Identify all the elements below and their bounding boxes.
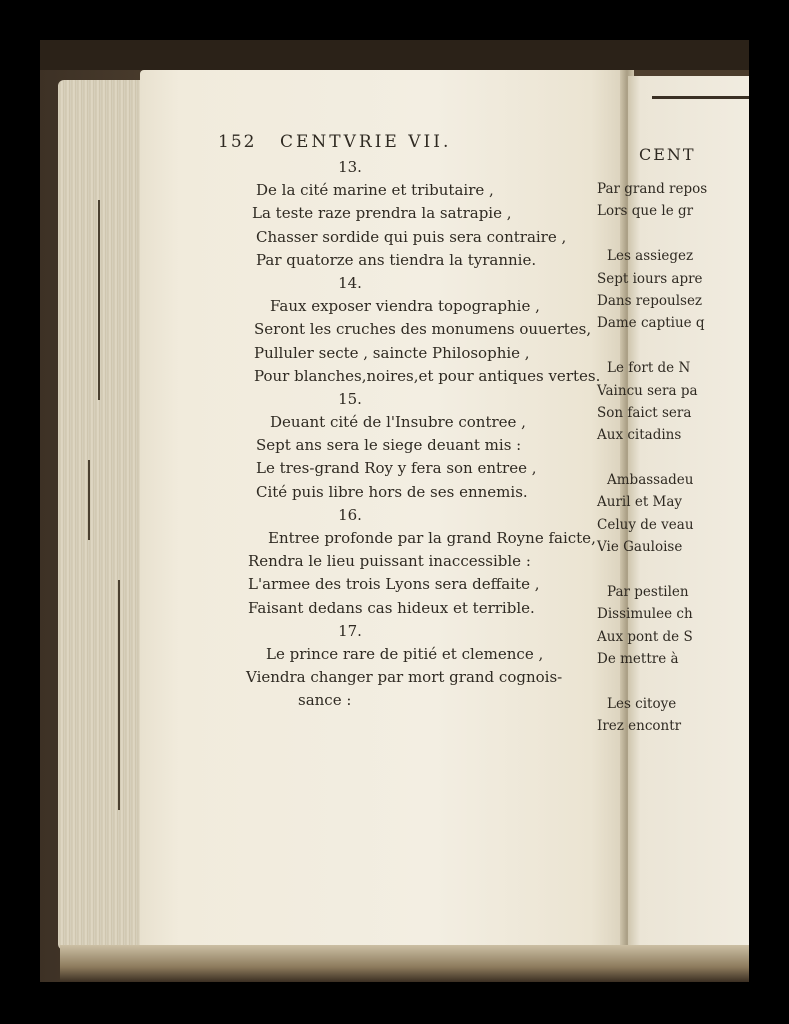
right-verse-line: Par grand repos: [597, 181, 708, 197]
verse-line: Le prince rare de pitié et clemence ,: [266, 644, 544, 663]
verse-line: Le tres-grand Roy y fera son entree ,: [256, 459, 537, 478]
page-number: 152: [218, 132, 257, 152]
quatrain-number: 15.: [338, 389, 362, 408]
verse-line: Sept ans sera le siege deuant mis :: [256, 436, 522, 455]
right-verse-line: Sept iours apre: [597, 270, 703, 287]
quatrain-number: 13.: [338, 158, 362, 176]
verse-line: sance :: [298, 691, 352, 710]
verse-line: Faux exposer viendra topographie ,: [270, 297, 540, 316]
right-page-header-rule: [652, 96, 749, 99]
right-verse-line: Auril et May: [597, 494, 683, 511]
verse-line: Cité puis libre hors de ses ennemis.: [256, 482, 528, 501]
right-page-text: [593, 140, 709, 738]
quatrain-number: 17.: [338, 621, 362, 640]
right-verse-line: [593, 447, 709, 469]
verse-line: Chasser sordide qui puis sera contraire ,: [256, 227, 567, 246]
running-header: [218, 132, 528, 156]
verse-line: Pulluler secte , saincte Philosophie ,: [254, 343, 530, 362]
right-verse-line: Dans repoulsez: [597, 292, 703, 309]
verse-line: Deuant cité de l'Insubre contree ,: [270, 413, 526, 432]
running-title: CENTVRIE VII.: [280, 132, 452, 152]
left-page-text: [200, 156, 601, 713]
book-bottom-edge: [60, 945, 749, 982]
right-verse-line: [593, 335, 709, 357]
quatrain-number: 14.: [338, 273, 362, 292]
right-verse-line: Vaincu sera pa: [597, 382, 698, 399]
verse-line: De la cité marine et tributaire ,: [256, 181, 494, 200]
right-verse-line: Le fort de N: [607, 360, 691, 377]
right-verse-line: Dame captiue q: [597, 315, 705, 332]
right-verse-line: Celuy de veau: [597, 516, 694, 533]
right-verse-line: Son faict sera: [597, 404, 692, 421]
right-verse-line: Aux pont de S: [597, 628, 693, 645]
right-verse-line: [593, 559, 709, 581]
right-verse-line: Aux citadins: [597, 427, 682, 444]
right-verse-line: Vie Gauloise: [597, 539, 683, 556]
verse-line: Par quatorze ans tiendra la tyrannie.: [256, 250, 537, 269]
quatrain-number: 16.: [338, 505, 362, 524]
verse-line: Faisant dedans cas hideux et terrible.: [248, 598, 535, 617]
right-verse-line: [593, 223, 709, 245]
verse-line: Rendra le lieu puissant inaccessible :: [248, 552, 531, 571]
verse-line: Viendra changer par mort grand cognois-: [246, 668, 563, 687]
right-verse-line: Ambassadeu: [607, 472, 694, 489]
right-verse-line: Par pestilen: [607, 584, 689, 601]
verse-line: La teste raze prendra la satrapie ,: [252, 204, 512, 223]
verse-line: Pour blanches,noires,et pour antiques vertes.: [254, 366, 601, 385]
right-verse-line: Irez encontr: [597, 718, 682, 735]
right-verse-line: Les assiegez: [607, 248, 694, 265]
verse-line: Entree profonde par la grand Royne faicte,: [268, 529, 596, 547]
right-verse-line: Les citoye: [607, 695, 677, 712]
verse-line: L'armee des trois Lyons sera deffaite ,: [248, 575, 540, 594]
verse-line: Seront les cruches des monumens ouuertes,: [254, 320, 592, 339]
right-verse-line: Dissimulee ch: [597, 606, 693, 623]
right-verse-line: De mettre à: [597, 651, 679, 668]
right-page-header: CENT: [639, 145, 696, 164]
right-verse-line: [593, 671, 709, 693]
right-verse-line: Lors que le gr: [597, 203, 694, 220]
